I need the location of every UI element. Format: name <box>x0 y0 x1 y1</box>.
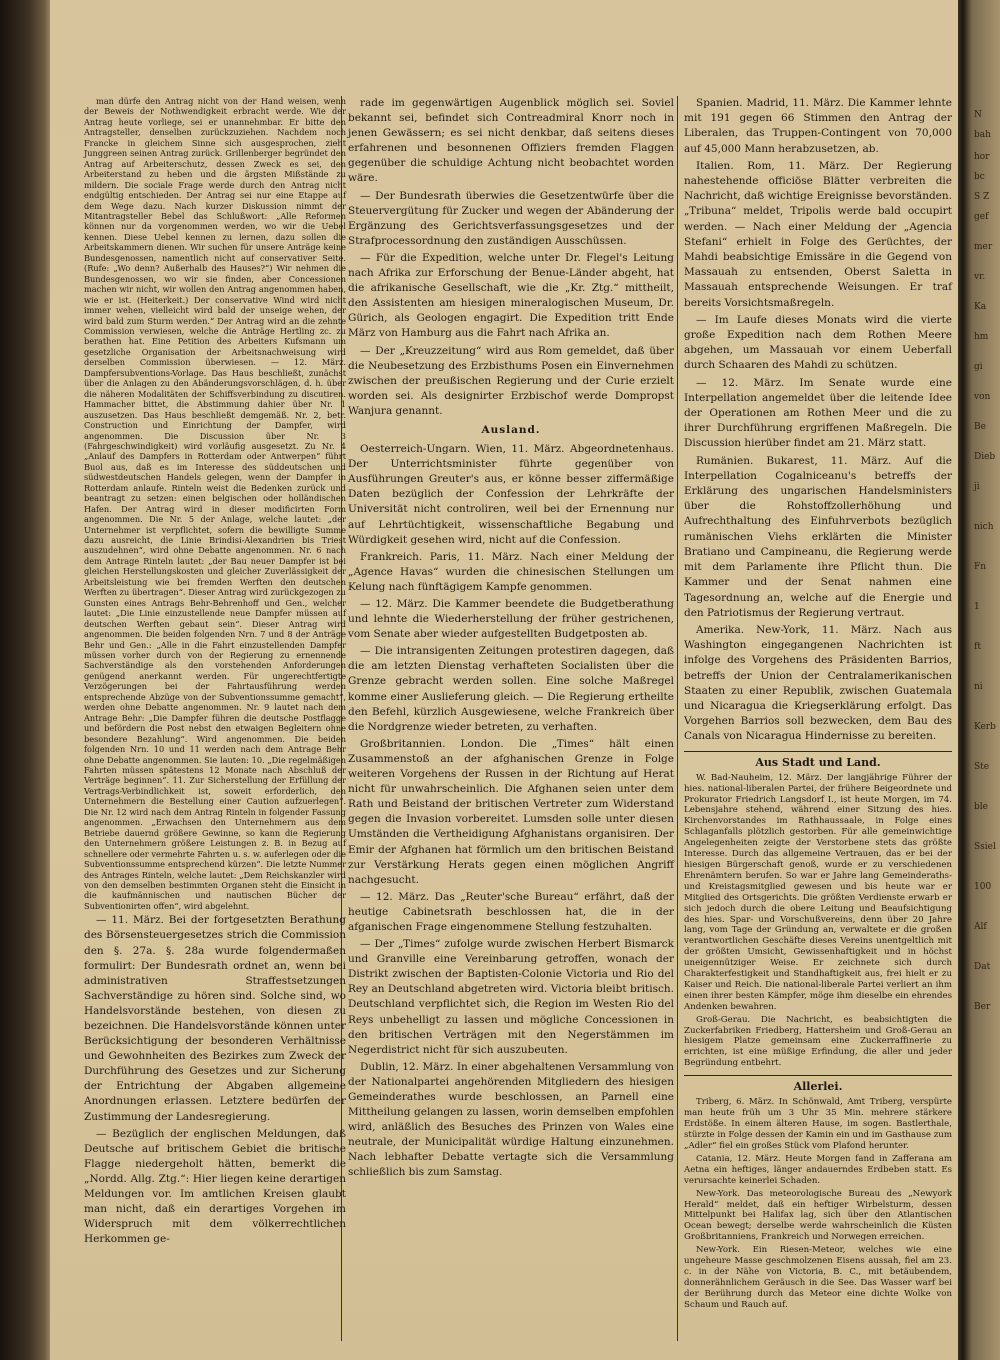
edge-fragment: nich <box>974 522 994 532</box>
col3-small-paragraph: Groß-Gerau. Die Nachricht, es beabsichtigten die Zuckerfabriken Friedberg, Hattersheim und Groß-Gerau an hiesigem Platze gemeinsam eine Zuckerraffinerie zu errichten, ist eine müßige Erfindung, die aller und jeder Begründung entbehrt. <box>684 1014 952 1069</box>
edge-fragment: Ber <box>974 1002 991 1012</box>
edge-fragment: Kerb <box>974 722 996 732</box>
column-3 <box>684 96 952 1313</box>
col2-paragraph: rade im gegenwärtigen Augenblick möglich sei. Soviel bekannt sei, befindet sich Contreadmiral Knorr noch in jenen Gewässern; es sei nicht denkbar, daß seitens dieses erfahrenen und besonnenen Offiziers fremden Flaggen gegenüber die schuldige Achtung nicht beobachtet worden wäre. <box>348 97 674 185</box>
section-heading-ausland: Ausland. <box>481 423 541 436</box>
col3-paragraph: — Im Laufe dieses Monats wird die vierte große Expedition nach dem Rothen Meere abgehen, um Massauah vor einem Ueberfall durch Schaaren des Mahdi zu schützen. <box>684 313 952 372</box>
edge-fragment: gi <box>974 362 983 372</box>
edge-fragment: Be <box>974 422 986 432</box>
col2-paragraph: — Der „Kreuzzeitung“ wird aus Rom gemeldet, daß über die Neubesetzung des Erzbisthums Posen ein Einvernehmen zwischen der preußischen Regierung und der Curie erzielt worden sei. Als designirter Erzbischof werde Dompropst Wanjura genannt. <box>348 344 674 417</box>
col3-paragraph: Italien. Rom, 11. März. Der Regierung nahestehende officiöse Blätter verbreiten die Nachricht, daß wichtige Ereignisse bevorständen. „Tribuna“ meldet, Tripolis werde bald occupirt werden. — Nach einer Meldung der „Agencia Stefani“ erhielt in Folge des Gerüchtes, der Mahdi beabsichtige Emissäre in die Gegend von Massauah zu entsenden, Oberst Saletta in Massauah entsprechende Weisungen. Er traf bereits Vorsichtsmaßregeln. <box>684 159 952 309</box>
edge-fragment: S Z <box>974 192 990 202</box>
col1-paragraph-large: — Bezüglich der englischen Meldungen, daß Deutsche auf britischem Gebiet die britische Flagge niedergeholt hätten, bemerkt die „Nordd. Allg. Ztg.“: Hier liegen keine derartigen Meldungen vor. Im amtlichen Kreisen glaubt man nicht, daß ein derartiges Vorgehen im Widerspruch mit dem völkerrechtlichen Herkommen ge- <box>84 1127 346 1246</box>
col3-small-paragraph: Triberg, 6. März. In Schönwald, Amt Triberg, verspürte man heute früh um 3 Uhr 35 Min. mehrere stärkere Erdstöße. In einem älteren Hause, im sogen. Bastlerthale, stürzte in Folge dessen der Kamin ein und im Gasthause zum „Adler“ fiel ein großes Stück vom Plafond herunter. <box>684 1097 952 1152</box>
edge-fragment: von <box>974 392 991 402</box>
col3-paragraph: — 12. März. Im Senate wurde eine Interpellation angemeldet über die leitende Idee der Operationen am Rothen Meer und die zu ihrer Durchführung ergriffenen Maßregeln. Die Discussion hierüber findet am 21. März statt. <box>684 376 952 450</box>
col3-small-paragraph: W. Bad-Nauheim, 12. März. Der langjährige Führer der hies. national-liberalen Partei, der frühere Beigeordnete und Prokurator Friedrich Langsdorf I., ist heute Morgen, im 74. Lebensjahre stehend, während einer Sitzung des hies. Kirchenvorstandes im Rathhaussaale, in Folge eines Schlaganfalls plötzlich gestorben. Für alle gemeinwichtige Angelegenheiten zeigte der Verstorbene stets das größte Interesse. Durch das allgemeine Vertrauen, das er bei der hiesigen Bürgerschaft genoß, wurde er zu verschiedenen Ehrenämtern berufen. So war er Jahre lang Gemeinderaths- und Kreistagsmitglied gewesen und bis heute war er Mitglied des Ortsgerichts. Die größten Verdienste erwarb er sich jedoch durch die obere Leitung und Beaufsichtigung des hies. Spar- und Vorschußvereins, denn über 20 Jahre lang, vom Tage der Gründung an, verwaltete er die großen verantwortlichen Geschäfte dieses Vereins unentgeltlich mit der größten Umsicht, Gewissenhaftigkeit und in höchst uneigennütziger Weise. Er zeichnete sich durch Charakterfestigkeit und Standhaftigkeit aus, frei hielt er zu Kaiser und Reich. Die national-liberale Partei verliert an ihm einen ihrer besten Kämpfer, möge ihm dieselbe ein ehrendes Andenken bewahren. <box>684 772 952 1012</box>
col2-paragraph: — Die intransigenten Zeitungen protestiren dagegen, daß die am letzten Dienstag verhafteten Socialisten über die Grenze gebracht werden sollen. Eine solche Maßregel komme einer Auslieferung gleich. — Die Regierung ertheilte den Befehl, kürzlich Ausgewiesene, welche Frankreich über die Nordgrenze wieder betreten, zu verhaften. <box>348 645 674 733</box>
edge-fragment: Ka <box>974 302 987 312</box>
edge-fragment: Dieb <box>974 452 996 462</box>
section-heading-stadt-land: Aus Stadt und Land. <box>684 751 952 770</box>
edge-fragment: N <box>974 110 982 120</box>
edge-fragment: Ste <box>974 762 990 772</box>
edge-fragment: Alf <box>974 922 987 932</box>
edge-fragment: vr. <box>974 272 986 282</box>
edge-fragment: mer <box>974 242 993 252</box>
edge-fragment: ft <box>974 642 981 652</box>
col2-paragraph: — 12. März. Die Kammer beendete die Budgetberathung und lehnte die Wiederherstellung der früher gestrichenen, vom Senate aber wieder aufgestellten Budgetposten ab. <box>348 598 674 641</box>
col3-paragraph: Spanien. Madrid, 11. März. Die Kammer lehnte mit 191 gegen 66 Stimmen den Antrag der Liberalen, das Truppen-Contingent von 70,000 auf 45,000 Mann herabzusetzen, ab. <box>684 97 952 155</box>
col2-paragraph: Frankreich. Paris, 11. März. Nach einer Meldung der „Agence Havas“ wurden die chinesischen Stellungen um Kelung nach fünftägigem Kampfe genommen. <box>348 550 674 593</box>
col3-small-paragraph: Catania, 12. März. Heute Morgen fand in Zafferana am Aetna ein heftiges, länger andauerndes Erdbeben statt. Es verursachte keinerlei Schaden. <box>684 1153 952 1186</box>
col1-paragraph: man dürfe den Antrag nicht von der Hand weisen, wenn der Beweis der Nothwendigkeit erbracht werde. Wie der Antrag heute vorliege, sei er unannehmbar. Er bitte den Antragsteller, denselben zurückzuziehen. Nachdem noch Francke in gleichem Sinne sich ausgesprochen, zieht Junggreen seinen Antrag zurück. Grillenberger begründet den Antrag auf Arbeiterschutz, dessen Zweck es sei, den Arbeiterstand zu heben und die ärgsten Mißstände zu mildern. Die sociale Frage werde durch den Antrag nicht endgültig entschieden. Der Antrag sei nur eine Etappe auf dem Wege dazu. Nach kurzer Diskussion nimmt der Mitantragsteller Bebel das Schlußwort: „Alle Reformen können nur da vorgenommen werden, wo wir die Uebel kennen. Diese Uebel kennen zu lernen, dazu sollen die Arbeitskammern dienen. Wir suchen für unsere Anträge keine Bundesgenossen, namentlich nicht auf conservativer Seite. (Rufe: „Wo denn? Außerhalb des Hauses?“) Wir nehmen die Bundesgenossen, wo wir sie finden, aber Concessionen machen wir nicht, wir wollen den Antrag angenommen haben, wie er ist. (Heiterkeit.) Der conservative Wind wird nicht immer wehen, vielleicht wird bald der unseige wehen, der wird bald zum Sturm werden.“ Der Antrag wird an die zehnte Commission verwiesen, welche die Anträge Hertling zc. zu berathen hat. Eine Petition des Arbeiters Kufsmann um gesetzliche Organisation der Arbeitsnachweisung wird derselben Commission überwiesen. — 12. März. Dampfersubventions-Vorlage. Das Haus beschließt, zunächst über die Anlagen zu den Abänderungsvorschlägen, d. h. über die näheren Modalitäten der Schiffsverbindung zu discutiren. Hammacher bittet, die Abstimmung dahier über Nr. 1 auszusetzen. Das Haus beschließt demgemäß. Nr. 2, betr. Construction und Einrichtung der Dampfer, wird angenommen. Die Discussion über Nr. 3 (Fahrgeschwindigkeit) wird vorläufig ausgesetzt. Zu Nr. 4 „Anlauf des Dampfers in Rotterdam oder Antwerpen“ führt Buol aus, daß es im Interesse des süddeutschen und südwestdeutschen Handels gelegen, wenn der Dampfer in Rotterdam anlaufe. Rinteln weist die Bedenken zurück und beantragt zu setzen: einen belgischen oder holländischen Hafen. Der Antrag wird in dieser modificirten Form angenommen. Die Nr. 5 der Anlage, welche lautet: „der Unternehmer ist verpflichtet, sofern die bewilligte Summe dazu ausreicht, die Linie Brindisi-Alexandrien bis Triest auszudehnen“, wird ohne Debatte angenommen. Nr. 6 nach dem Antrage Rinteln lautet: „der Bau neuer Dampfer ist bei gleichen Herstellungskosten und gleicher Zuverlässigkeit der Arbeitsleistung wie bei fremden Werften den deutschen Werften zu übertragen“. Dieser Antrag wird zurückgezogen zu Gunsten eines Antrags Behr-Behrenhoff und Gen., welcher lautet: „Die Linie einzustellende neue Dampfer müssen auf deutschen Werften gebaut sein“. Dieser Antrag wird angenommen. Die beiden folgenden Nrn. 7 und 8 der Anträge Behr und Gen.: „Alle in die Fahrt einzustellenden Dampfer müssen vorher durch von der Regierung zu ernennende Sachverständige als den vorstehenden Anforderungen genügend anerkannt werden. Für ungerechtfertigte Verzögerungen bei der Fahrtausführung werden entsprechende Abzüge von der Subventionssumme gemacht“, werden ohne Debatte angenommen. Nr. 9 lautet nach dem Antrage Behr: „Die Dampfer führen die deutsche Postflagge und befördern die Post nebst den etwaigen Begleitern ohne besondere Bezahlung“. Wird angenommen. Die beiden folgenden Nrn. 10 und 11 werden nach dem Antrage Behr ohne Debatte angenommen. Sie lauten: 10. „Die regelmäßigen Fahrten müssen spätestens 12 Monate nach Abschluß der Verträge beginnen“. 11. Zur Sicherstellung der Erfüllung der Vertrags-Verbindlichkeit ist, soweit erforderlich, den Unternehmern die Bestellung einer Caution aufzuerlegen“. Die Nr. 12 wird nach dem Antrag Rinteln in folgender Fassung angenommen. „Erwachsen den Unternehmern aus dem Betriebe dauernd größere Gewinne, so kann die Regierung den Unternehmern größere Leistungen z. B. in Bezug auf schnellere oder vermehrte Fahrten u. s. w. auferlegen oder die Subventionssumme entsprechend kürzen“. Die letzte Nummer des Antrages Rinteln, welche lautet: „Dem Reichskanzler wird von den demselben bestimmten Organen steht die Einsicht in die kaufmännischen und nautischen Bücher der Subventionirten offen“, wird abgelehnt. <box>84 96 346 911</box>
edge-fragment: Fn <box>974 562 987 572</box>
col2-paragraph: Großbritannien. London. Die „Times“ hält einen Zusammenstoß an der afghanischen Grenze in Folge weiteren Vorgehens der Russen in der Richtung auf Herat nicht für unwahrscheinlich. Die Afghanen seien unter dem Rath und Beistand der britischen Vertreter zum Widerstand gegen die Invasion vorbereitet. Lumsden solle unter diesen Umständen die Vertheidigung Afghanistans organisiren. Der Emir der Afghanen hat förmlich um den britischen Beistand zur Verstärkung Herats gegen einen möglichen Angriff nachgesucht. <box>348 737 674 886</box>
edge-fragment: Dat <box>974 962 991 972</box>
edge-fragment: ble <box>974 802 988 812</box>
col2-paragraph: — Für die Expedition, welche unter Dr. Flegel's Leitung nach Afrika zur Erforschung der Benue-Länder abgeht, hat die afrikanische Gesellschaft, wie die „Kr. Ztg.“ mittheilt, den Assistenten am hiesigen mineralogischen Museum, Dr. Gürich, als Geologen engagirt. Die Expedition tritt Ende März von Hamburg aus die Fahrt nach Afrika an. <box>348 251 674 340</box>
adjacent-page-edge <box>972 0 1000 1360</box>
col2-paragraph: — Der Bundesrath überwies die Gesetzentwürfe über die Steuervergütung für Zucker und wegen der Abänderung der Ergänzung des Gerichtsverfassungsgesetzes und der Strafprocessordnung den zuständigen Ausschüssen. <box>348 189 674 247</box>
col2-paragraph: Oesterreich-Ungarn. Wien, 11. März. Abgeordnetenhaus. Der Unterrichtsminister führte gegenüber von Ausführungen Greuter's aus, er könne besser ziffermäßige Daten bezüglich der Confession der Lehrkräfte der Universität nicht controliren, weil bei der Ernennung nur auf Lehrtüchtigkeit, wissenschaftliche Begabung und Würdigkeit gesehen wird, nicht auf die Confession. <box>348 443 674 546</box>
col2-paragraph: — 12. März. Das „Reuter'sche Bureau“ erfährt, daß der heutige Cabinetsrath beschlossen hat, die in der afganischen Frage eingenommene Stellung festzuhalten. <box>348 890 674 933</box>
column-2 <box>348 96 674 1183</box>
edge-fragment: 100 <box>974 882 992 892</box>
col2-paragraph: Dublin, 12. März. In einer abgehaltenen Versammlung von der Nationalpartei angehörenden Mitgliedern des hiesigen Gemeinderathes wurde beschlossen, an Parnell eine Mittheilung gelangen zu lassen, worin demselben empfohlen wird, anläßlich des Besuches des Prinzen von Wales eine neutrale, der Municipalität würdige Haltung einzunehmen. Nach lebhafter Debatte vertagte sich die Versammlung schließlich bis zum Samstag. <box>348 1060 674 1179</box>
column-rule-2 <box>677 96 678 1341</box>
edge-fragment: bc <box>974 172 985 182</box>
col2-paragraph: — Der „Times“ zufolge wurde zwischen Herbert Bismarck und Granville eine Vereinbarung getroffen, wonach der Distrikt zwischen der Baptisten-Colonie Victoria und Rio del Rey an Deutschland abgetreten wird. Victoria bleibt britisch. Deutschland verpflichtet sich, die Region im Westen Rio del Reys unbehelligt zu lassen und mögliche Concessionen in den britischen Verträgen mit den Negerstämmen im Negerdistrict nicht für sich auszubeuten. <box>348 938 674 1056</box>
edge-fragment: hor <box>974 152 990 162</box>
col3-small-paragraph: New-York. Ein Riesen-Meteor, welches wie eine ungeheure Masse geschmolzenen Eisens aussah, fiel am 23. c. in der Nähe von Victoria, B. C., mit betäubendem, donnerähnlichem Geräusch in die See. Das Wasser warf bei der Berührung durch das Meteor eine dichte Wolke von Schaum und Rauch auf. <box>684 1245 952 1310</box>
section-heading-allerlei: Allerlei. <box>684 1075 952 1094</box>
edge-fragment: Ssiel <box>974 842 996 852</box>
col3-paragraph: Rumänien. Bukarest, 11. März. Auf die Interpellation Cogalniceanu's betreffs der Erklärung des ungarischen Handelsministers über die Rohstoffzollerhöhung und Aufrechthaltung des Einfuhrverbots bezüglich rumänischen Viehs erklärten die Minister Bratiano und Campineanu, die Regierung werde mit dem Parlamente ihre Pflicht thun. Die Kammer und der Senat nahmen eine Tagesordnung an, welche auf die Energie und den Patriotismus der Regierung vertraut. <box>684 454 952 619</box>
col1-paragraph-large: — 11. März. Bei der fortgesetzten Berathung des Börsensteuergesetzes strich die Commission den §. 27a. §. 28a wurde folgendermaßen formulirt: Der Bundesrath ordnet an, wenn bei administrativen Straffestsetzungen Sachverständige zu hören sind. Solche sind, wo Handelsvorstände bestehen, von diesen zu bezeichnen. Die Handelsvorstände können unter Berücksichtigung der besonderen Verhältnisse und Gewohnheiten des Bezirkes zum Zweck der Durchführung des Gesetzes und zur Sicherung der Entrichtung der Abgaben allgemeine Anordnungen erlassen. Letztere bedürfen der Zustimmung der Landesregierung. <box>84 914 346 1123</box>
col3-small-paragraph: New-York. Das meteorologische Bureau des „Newyork Herald“ meldet, daß ein heftiger Wirbelsturm, dessen Mittelpunkt bei Halifax lag, sich über den Atlantischen Ocean bewegt; derselbe werde wahrscheinlich die Küsten Großbritanniens, Frankreich und Norwegen erreichen. <box>684 1188 952 1243</box>
column-1 <box>84 96 346 1249</box>
edge-fragment: gef <box>974 212 989 222</box>
edge-fragment: 1 <box>974 602 980 612</box>
edge-fragment: hm <box>974 332 989 342</box>
edge-fragment: bah <box>974 130 991 140</box>
edge-fragment: ji <box>974 482 980 492</box>
edge-fragment: ni <box>974 682 983 692</box>
col3-paragraph: Amerika. New-York, 11. März. Nach aus Washington eingegangenen Nachrichten ist infolge des Vorgehens des Präsidenten Barrios, betreffs der Union der Centralamerikanischen Staaten zu einer Republik, zwischen Guatemala und Nicaragua die Kriegserklärung erfolgt. Das Vorgehen Barrios soll bezwecken, dem Bau des Canals von Nicaragua Hindernisse zu bereiten. <box>684 623 952 743</box>
